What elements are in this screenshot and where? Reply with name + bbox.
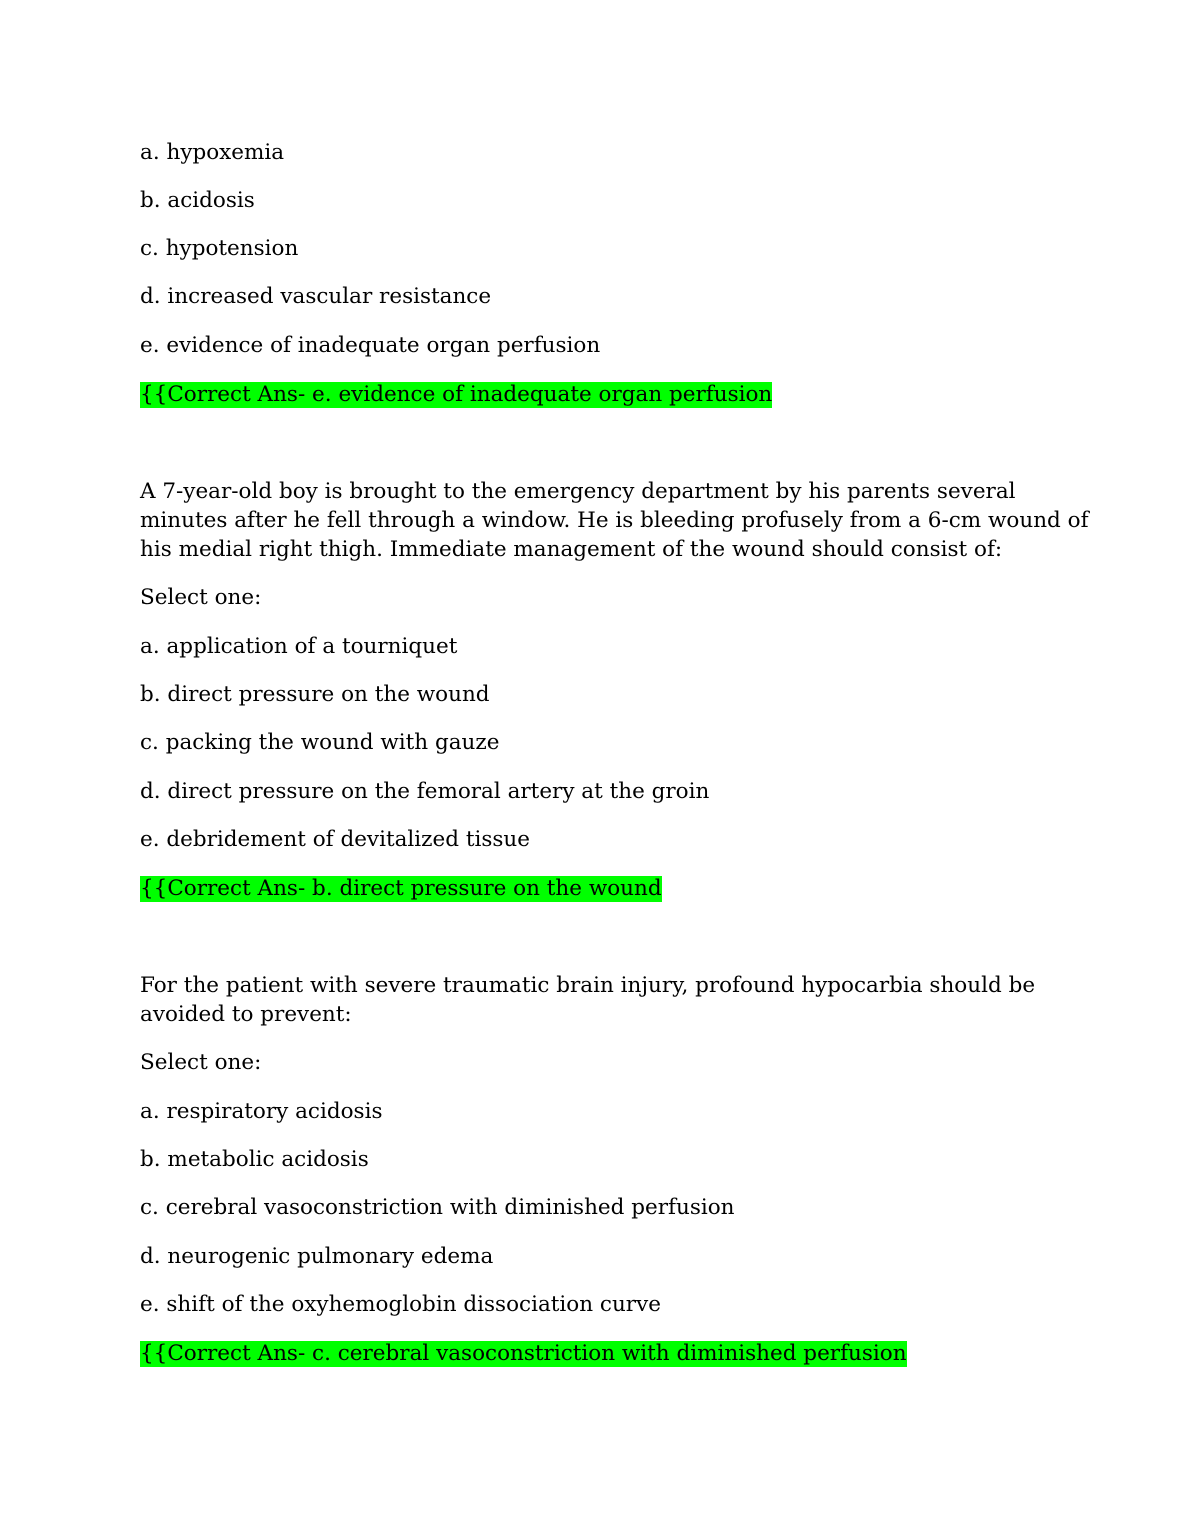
q2-question-line-1: A 7-year-old boy is brought to the emergency department by his parents several [140,479,1016,504]
q3-option-c: c. cerebral vasoconstriction with diminished perfusion [140,1195,735,1220]
q1-option-b: b. acidosis [140,188,255,213]
q1-option-c: c. hypotension [140,236,299,261]
q3-option-b: b. metabolic acidosis [140,1147,369,1172]
q1-option-e: e. evidence of inadequate organ perfusion [140,333,601,358]
q2-answer-highlight: {{Correct Ans- b. direct pressure on the wound [140,876,662,901]
q2-question-line-3: his medial right thigh. Immediate management of the wound should consist of: [140,537,1003,562]
q3-answer-highlight: {{Correct Ans- c. cerebral vasoconstriction with diminished perfusion [140,1341,907,1366]
q3-option-e: e. shift of the oxyhemoglobin dissociation curve [140,1292,661,1317]
q2-option-a: a. application of a tourniquet [140,634,458,659]
q2-option-e: e. debridement of devitalized tissue [140,827,530,852]
q3-option-a: a. respiratory acidosis [140,1099,383,1124]
q3-question-line-2: avoided to prevent: [140,1002,352,1027]
q2-answer [140,874,662,903]
q1-answer-highlight: {{Correct Ans- e. evidence of inadequate organ perfusion [140,382,773,407]
q1-option-d: d. increased vascular resistance [140,284,492,309]
q3-answer [140,1339,907,1368]
q2-option-c: c. packing the wound with gauze [140,730,500,755]
q2-option-b: b. direct pressure on the wound [140,682,490,707]
q2-select-prompt: Select one: [140,585,262,610]
q1-option-a: a. hypoxemia [140,140,285,165]
q2-question-line-2: minutes after he fell through a window. He is bleeding profusely from a 6-cm wound of [140,508,1089,533]
q1-answer [140,380,772,409]
q3-question-line-1: For the patient with severe traumatic brain injury, profound hypocarbia should be [140,973,1036,998]
q2-option-d: d. direct pressure on the femoral artery at the groin [140,779,710,804]
q3-option-d: d. neurogenic pulmonary edema [140,1244,494,1269]
q3-select-prompt: Select one: [140,1050,262,1075]
